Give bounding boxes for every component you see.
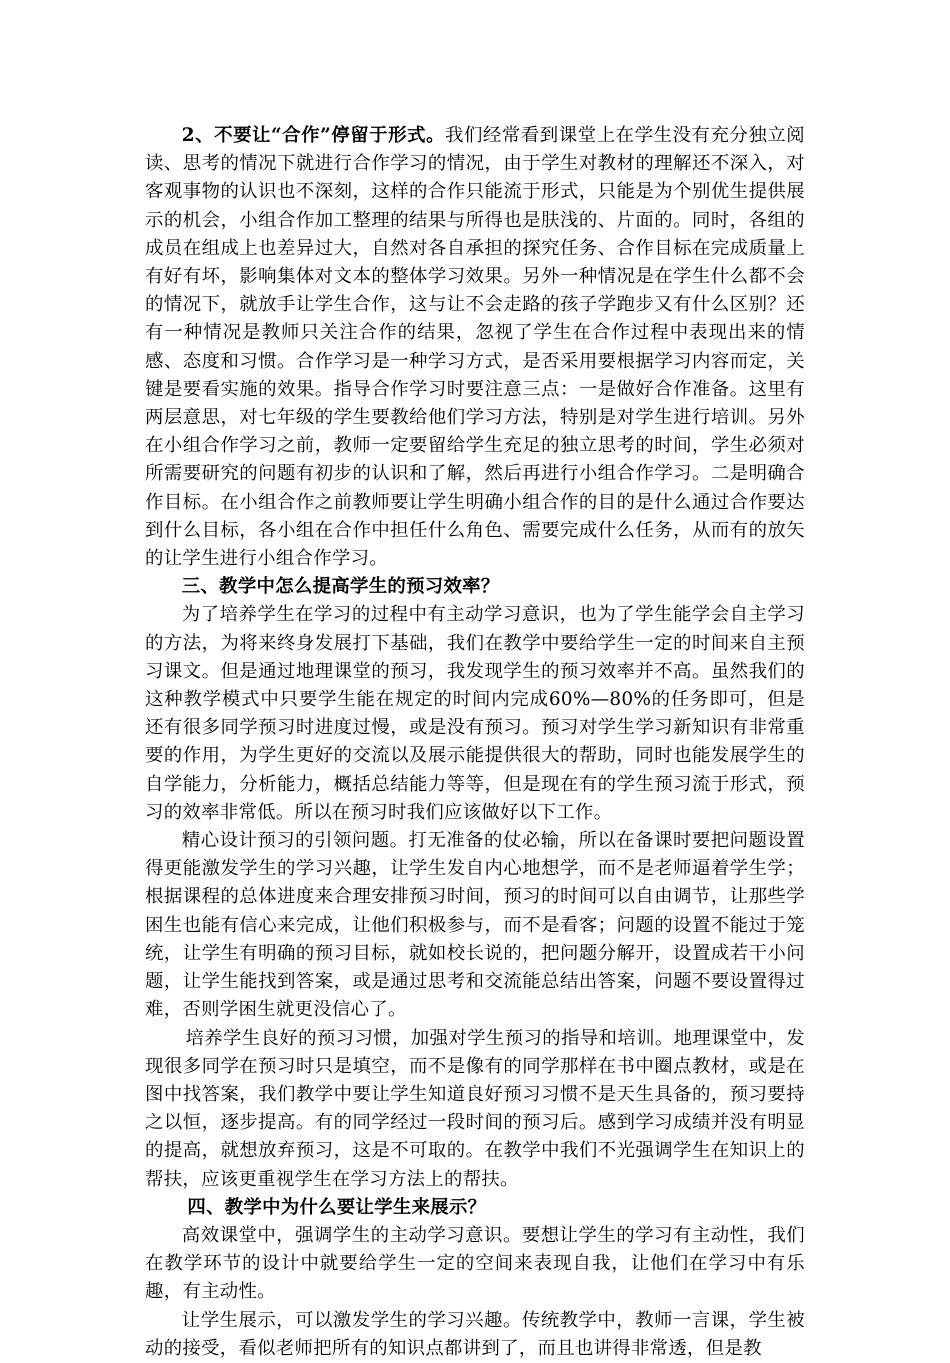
section-3-paragraph-1: 为了培养学生在学习的过程中有主动学习意识，也为了学生能学会自主学习的方法，为将来终身发展打下基础，我们在教学中要给学生一定的时间来自主预习课文。但是通过地理课堂的预习，我发现学生的预习效率并不高。虽然我们的这种教学模式中只要学生能在规定的时间内完成60%—80%的任务即可，但是还有很多同学预习时进度过慢，或是没有预习。预习对学生学习新知识有非常重要的作用，为学生更好的交流以及展示能提供很大的帮助，同时也能发展学生的自学能力，分析能力，概括总结能力等等，但是现在有的学生预习流于形式，预习的效率非常低。所以在预习时我们应该做好以下工作。 bbox=[145, 604, 805, 823]
section-3-paragraph-3: 培养学生良好的预习习惯，加强对学生预习的指导和培训。地理课堂中，发现很多同学在预习时只是填空，而不是像有的同学那样在书中圈点教材，或是在图中找答案，我们教学中要让学生知道良好预习习惯不是天生具备的，预习要持之以恒，逐步提高。有的同学经过一段时间的预习后。感到学习成绩并没有明显的提高，就想放弃预习，这是不可取的。在教学中我们不光强调学生在知识上的帮扶，应该更重视学生在学习方法上的帮扶。 bbox=[145, 1027, 805, 1190]
section-2-body: 我们经常看到课堂上在学生没有充分独立阅读、思考的情况下就进行合作学习的情况，由于学生对教材的理解还不深入，对客观事物的认识也不深刻，这样的合作只能流于形式，只能是为个别优生提供展示的机会，小组合作加工整理的结果与所得也是肤浅的、片面的。同时，各组的成员在组成上也差异过大，自然对各自承担的探究任务、合作目标在完成质量上有好有坏，影响集体对文本的整体学习效果。另外一种情况是在学生什么都不会的情况下，就放手让学生合作，这与让不会走路的孩子学跑步又有什么区别？还有一种情况是教师只关注合作的结果，忽视了学生在合作过程中表现出来的情感、态度和习惯。合作学习是一种学习方式，是否采用要根据学习内容而定，关键是要看实施的效果。指导合作学习时要注意三点：一是做好合作准备。这里有两层意思，对七年级的学生要教给他们学习方法，特别是对学生进行培训。另外在小组合作学习之前，教师一定要留给学生充足的独立思考的时间，学生必须对所需要研究的问题有初步的认识和了解，然后再进行小组合作学习。二是明确合作目标。在小组合作之前教师要让学生明确小组合作的目的是什么通过合作要达到什么目标，各小组在合作中担任什么角色、需要完成什么任务，从而有的放矢的让学生进行小组合作学习。 bbox=[145, 125, 805, 570]
section-4-paragraph-2: 让学生展示，可以激发学生的学习兴趣。传统教学中，教师一言课，学生被动的接受，看似老师把所有的知识点都讲到了，而且也讲得非常透，但是教 bbox=[145, 1309, 805, 1359]
section-2-lead: 2、不要让“合作”停留于形式。 bbox=[181, 125, 445, 146]
document-page bbox=[145, 122, 805, 1363]
section-4-paragraph-1: 高效课堂中，强调学生的主动学习意识。要想让学生的学习有主动性，我们在教学环节的设计中就要给学生一定的空间来表现自我，让他们在学习中有乐趣，有主动性。 bbox=[145, 1224, 805, 1303]
section-3-heading: 三、教学中怎么提高学生的预习效率？ bbox=[181, 576, 500, 598]
section-3-paragraph-2: 精心设计预习的引领问题。打无准备的仗必输，所以在备课时要把问题设置得更能激发学生的学习兴趣，让学生发自内心地想学，而不是老师逼着学生学；根据课程的总体进度来合理安排预习时间，预习的时间可以自由调节，让那些学困生也能有信心来完成，让他们积极参与，而不是看客；问题的设置不能过于笼统，让学生有明确的预习目标，就如校长说的，把问题分解开，设置成若干小问题，让学生能找到答案，或是通过思考和交流能总结出答案，问题不要设置得过难，否则学困生就更没信心了。 bbox=[145, 830, 805, 1021]
section-4-heading: 四、教学中为什么要让学生来展示？ bbox=[187, 1196, 487, 1218]
section-2-paragraph bbox=[145, 122, 805, 573]
